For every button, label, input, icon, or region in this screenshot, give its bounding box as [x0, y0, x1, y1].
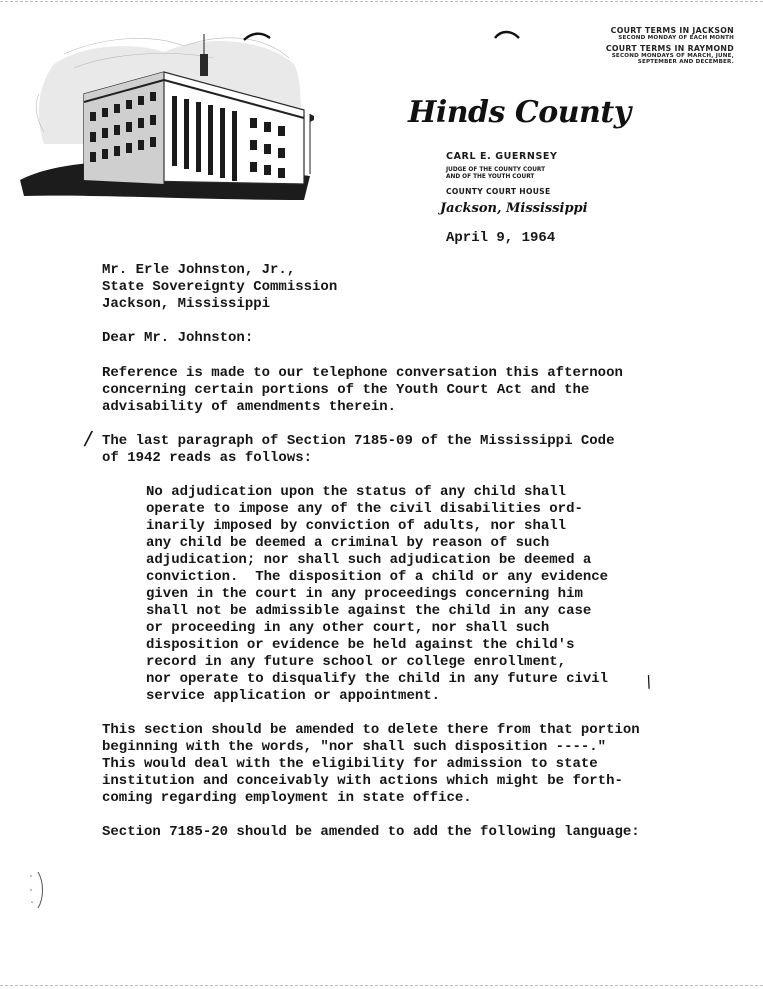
county-title: Hinds County — [408, 95, 631, 130]
quote-line: shall not be admissible against the child in any case — [146, 603, 592, 619]
quote-line: or proceeding in any other court, nor shall such — [146, 620, 550, 636]
quote-line: service application or appointment. — [146, 688, 441, 704]
court-terms-block — [574, 26, 734, 65]
paragraph-1-line: advisability of amendments therein. — [102, 399, 397, 415]
quote-line: No adjudication upon the status of any child shall — [146, 484, 567, 500]
quote-line: adjudication; nor shall such adjudication be deemed a — [146, 552, 592, 568]
paragraph-3-line: institution and conceivably with actions which might be forth- — [102, 773, 623, 789]
paragraph-4-line: Section 7185-20 should be amended to add the following language: — [102, 824, 640, 840]
quote-line: disposition or evidence be held against the child's — [146, 637, 575, 653]
courthouse-label: COUNTY COURT HOUSE — [446, 187, 551, 196]
quote-line: operate to impose any of the civil disabilities ord- — [146, 501, 583, 517]
judge-title-line-1: JUDGE OF THE COUNTY COURT — [446, 167, 546, 173]
letter-date: April 9, 1964 — [446, 230, 556, 246]
courthouse-engraving — [14, 24, 314, 208]
paragraph-3-line: This would deal with the eligibility for admission to state — [102, 756, 598, 772]
quote-line: given in the court in any proceedings concerning him — [146, 586, 583, 602]
margin-check-mark: / — [642, 671, 655, 692]
paragraph-2-line: of 1942 reads as follows: — [102, 450, 313, 466]
recipient-line-1: Mr. Erle Johnston, Jr., — [102, 262, 296, 278]
raymond-terms-heading: COURT TERMS IN RAYMOND — [605, 44, 734, 53]
paragraph-1-line: Reference is made to our telephone conversation this afternoon — [102, 365, 623, 381]
city-label: Jackson, Mississippi — [440, 201, 588, 216]
raymond-terms-detail-1: SECOND MONDAYS OF MARCH, JUNE, — [611, 53, 734, 59]
recipient-line-3: Jackson, Mississippi — [102, 296, 271, 312]
margin-slash-mark: / — [82, 425, 94, 451]
recipient-line-2: State Sovereignty Commission — [102, 279, 338, 295]
quote-line: inarily imposed by conviction of adults, nor shall — [146, 518, 567, 534]
quote-line: conviction. The disposition of a child or any evidence — [146, 569, 609, 585]
paragraph-3-line: beginning with the words, "nor shall such disposition ----." — [102, 739, 607, 755]
quote-line: record in any future school or college enrollment, — [146, 654, 567, 670]
judge-name: CARL E. GUERNSEY — [446, 151, 558, 162]
flourish-mark — [493, 28, 523, 42]
salutation: Dear Mr. Johnston: — [102, 330, 254, 346]
top-edge-divider — [0, 1, 763, 2]
scan-artifact-bracket — [28, 868, 52, 912]
paragraph-3-line: This section should be amended to delete there from that portion — [102, 722, 640, 738]
bottom-edge-divider — [0, 985, 763, 986]
quote-line: nor operate to disqualify the child in any future civil — [146, 671, 609, 687]
jackson-terms-detail: SECOND MONDAY OF EACH MONTH — [618, 35, 734, 41]
paragraph-3-line: coming regarding employment in state office. — [102, 790, 472, 806]
judge-title-line-2: AND OF THE YOUTH COURT — [446, 174, 535, 180]
paragraph-2-line: The last paragraph of Section 7185-09 of the Mississippi Code — [102, 433, 615, 449]
raymond-terms-detail-2: SEPTEMBER AND DECEMBER. — [637, 59, 734, 65]
paragraph-1-line: concerning certain portions of the Youth Court Act and the — [102, 382, 590, 398]
quote-line: any child be deemed a criminal by reason of such — [146, 535, 550, 551]
jackson-terms-heading: COURT TERMS IN JACKSON — [610, 26, 734, 35]
